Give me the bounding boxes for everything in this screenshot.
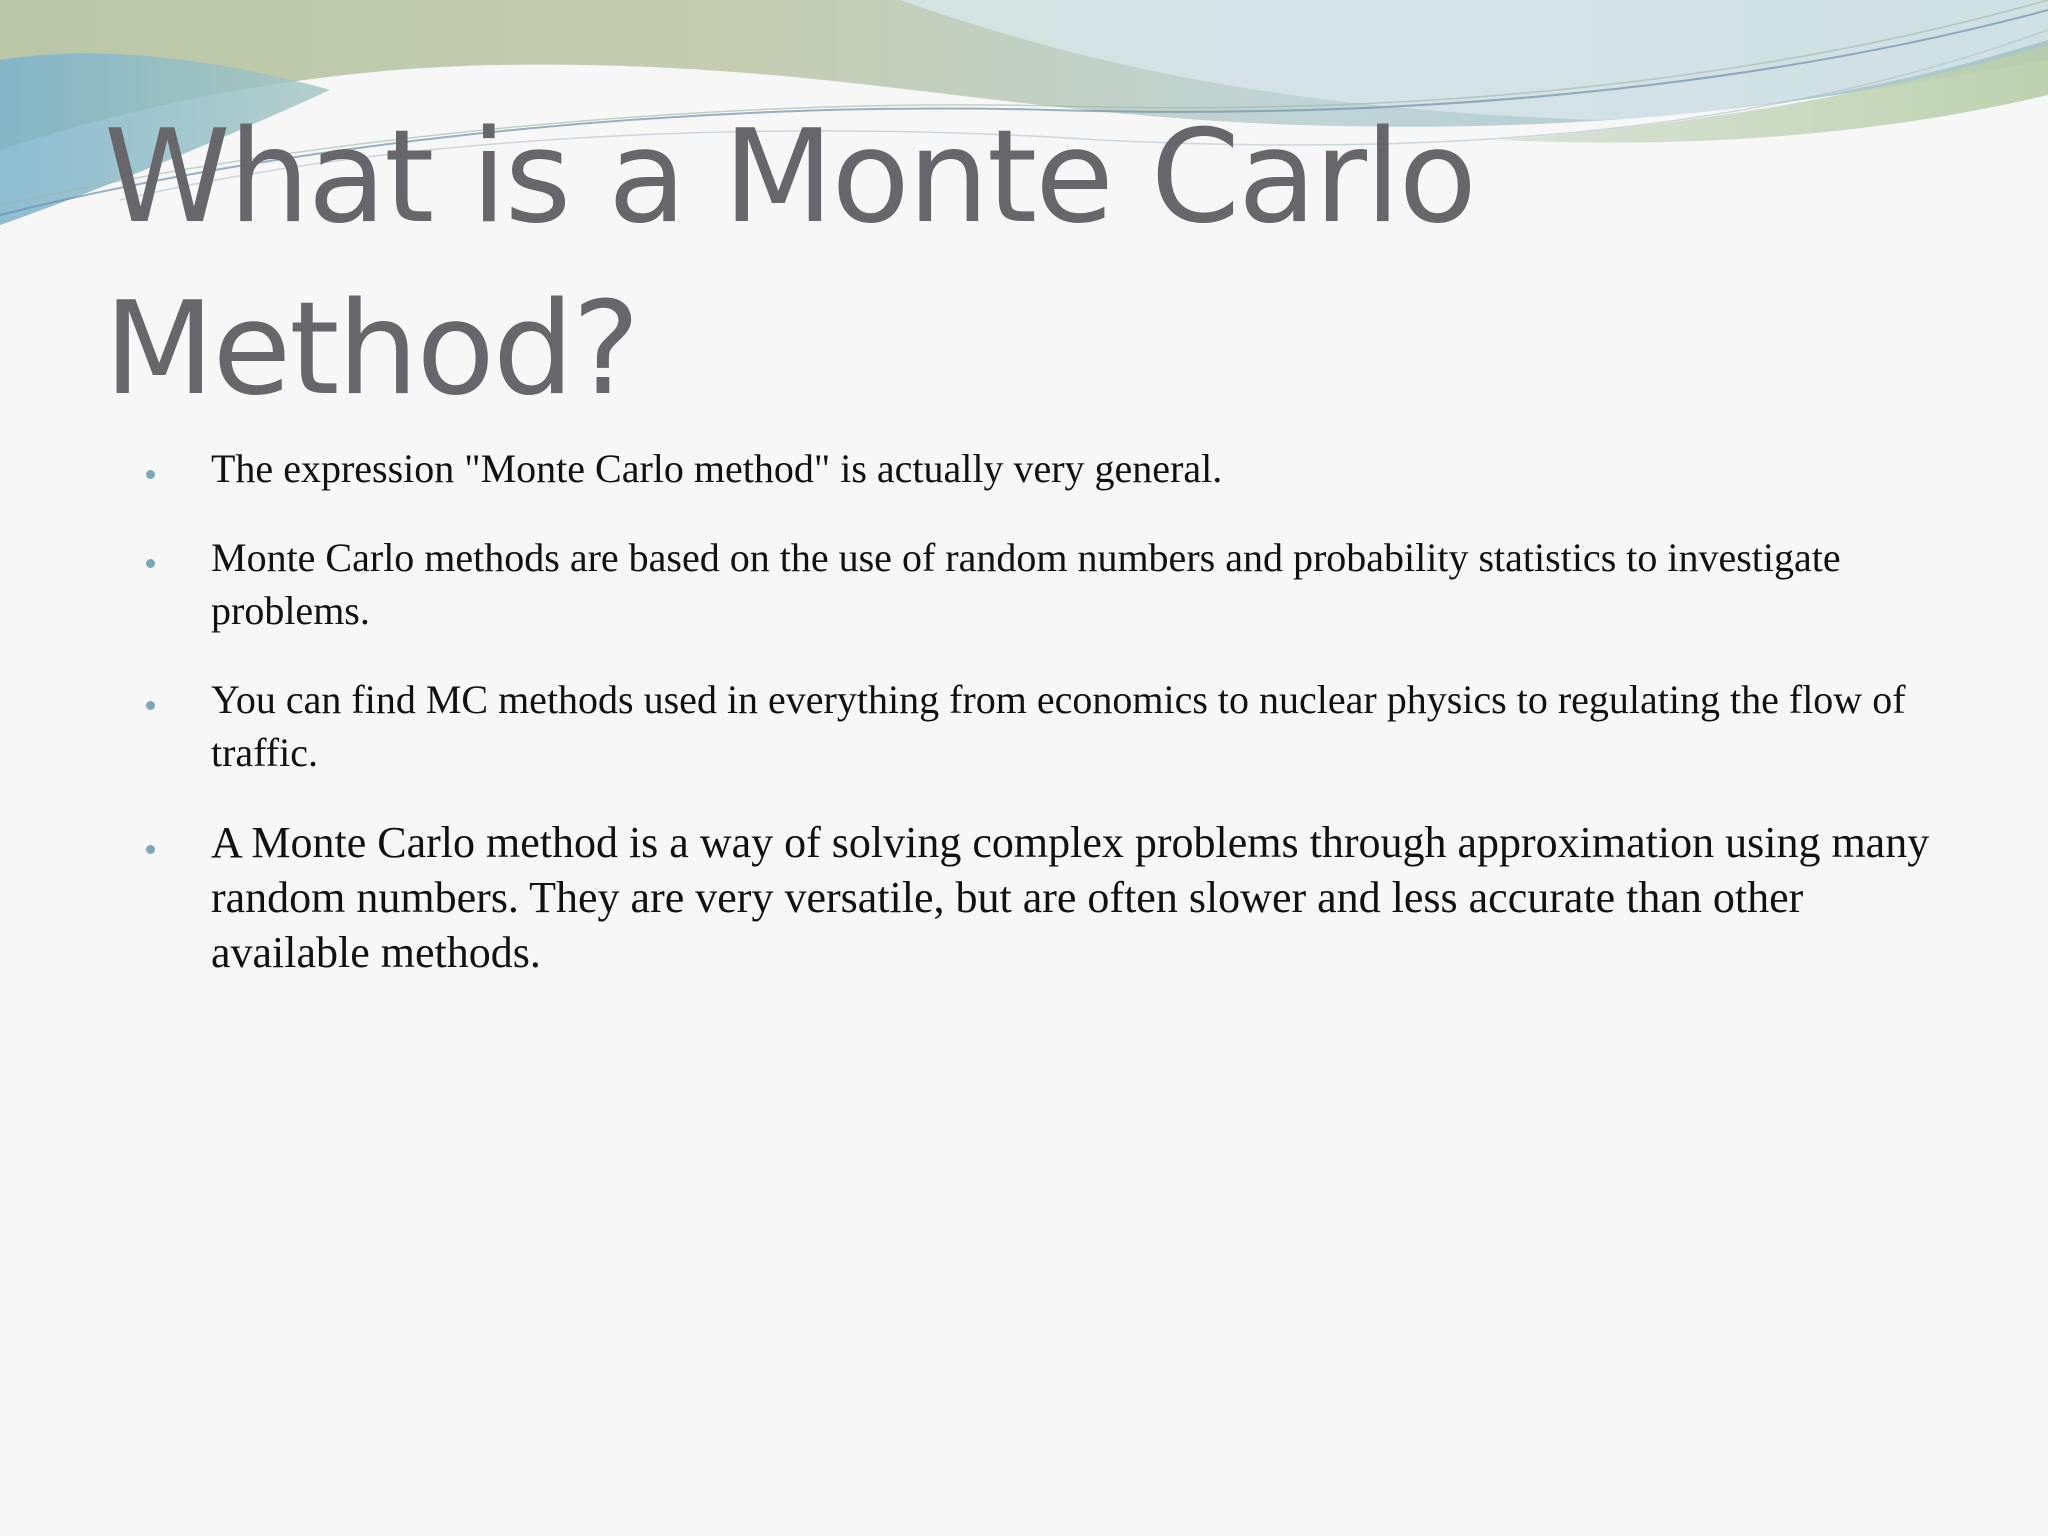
slide-title: What is a Monte Carlo Method? <box>104 103 1475 424</box>
bullet-dot-icon <box>146 470 155 479</box>
bullet-item <box>140 673 1940 779</box>
bullet-item <box>140 442 1940 495</box>
bullet-text: A Monte Carlo method is a way of solving complex problems through approximation using many random numbers. They are very versatile, but are often slower and less accurate than other available methods. <box>211 818 1930 977</box>
bullet-dot-icon <box>146 701 155 710</box>
bullet-text: The expression "Monte Carlo method" is actually very general. <box>211 446 1223 491</box>
bullet-item <box>140 815 1940 980</box>
bullet-dot-icon <box>146 845 155 854</box>
bullet-text: Monte Carlo methods are based on the use of random numbers and probability statistics to investigate problems. <box>211 535 1841 633</box>
bullet-list <box>140 442 1940 980</box>
bullet-text: You can find MC methods used in everything from economics to nuclear physics to regulating the flow of traffic. <box>211 677 1906 775</box>
bullet-dot-icon <box>146 559 155 568</box>
bullet-item <box>140 531 1940 637</box>
